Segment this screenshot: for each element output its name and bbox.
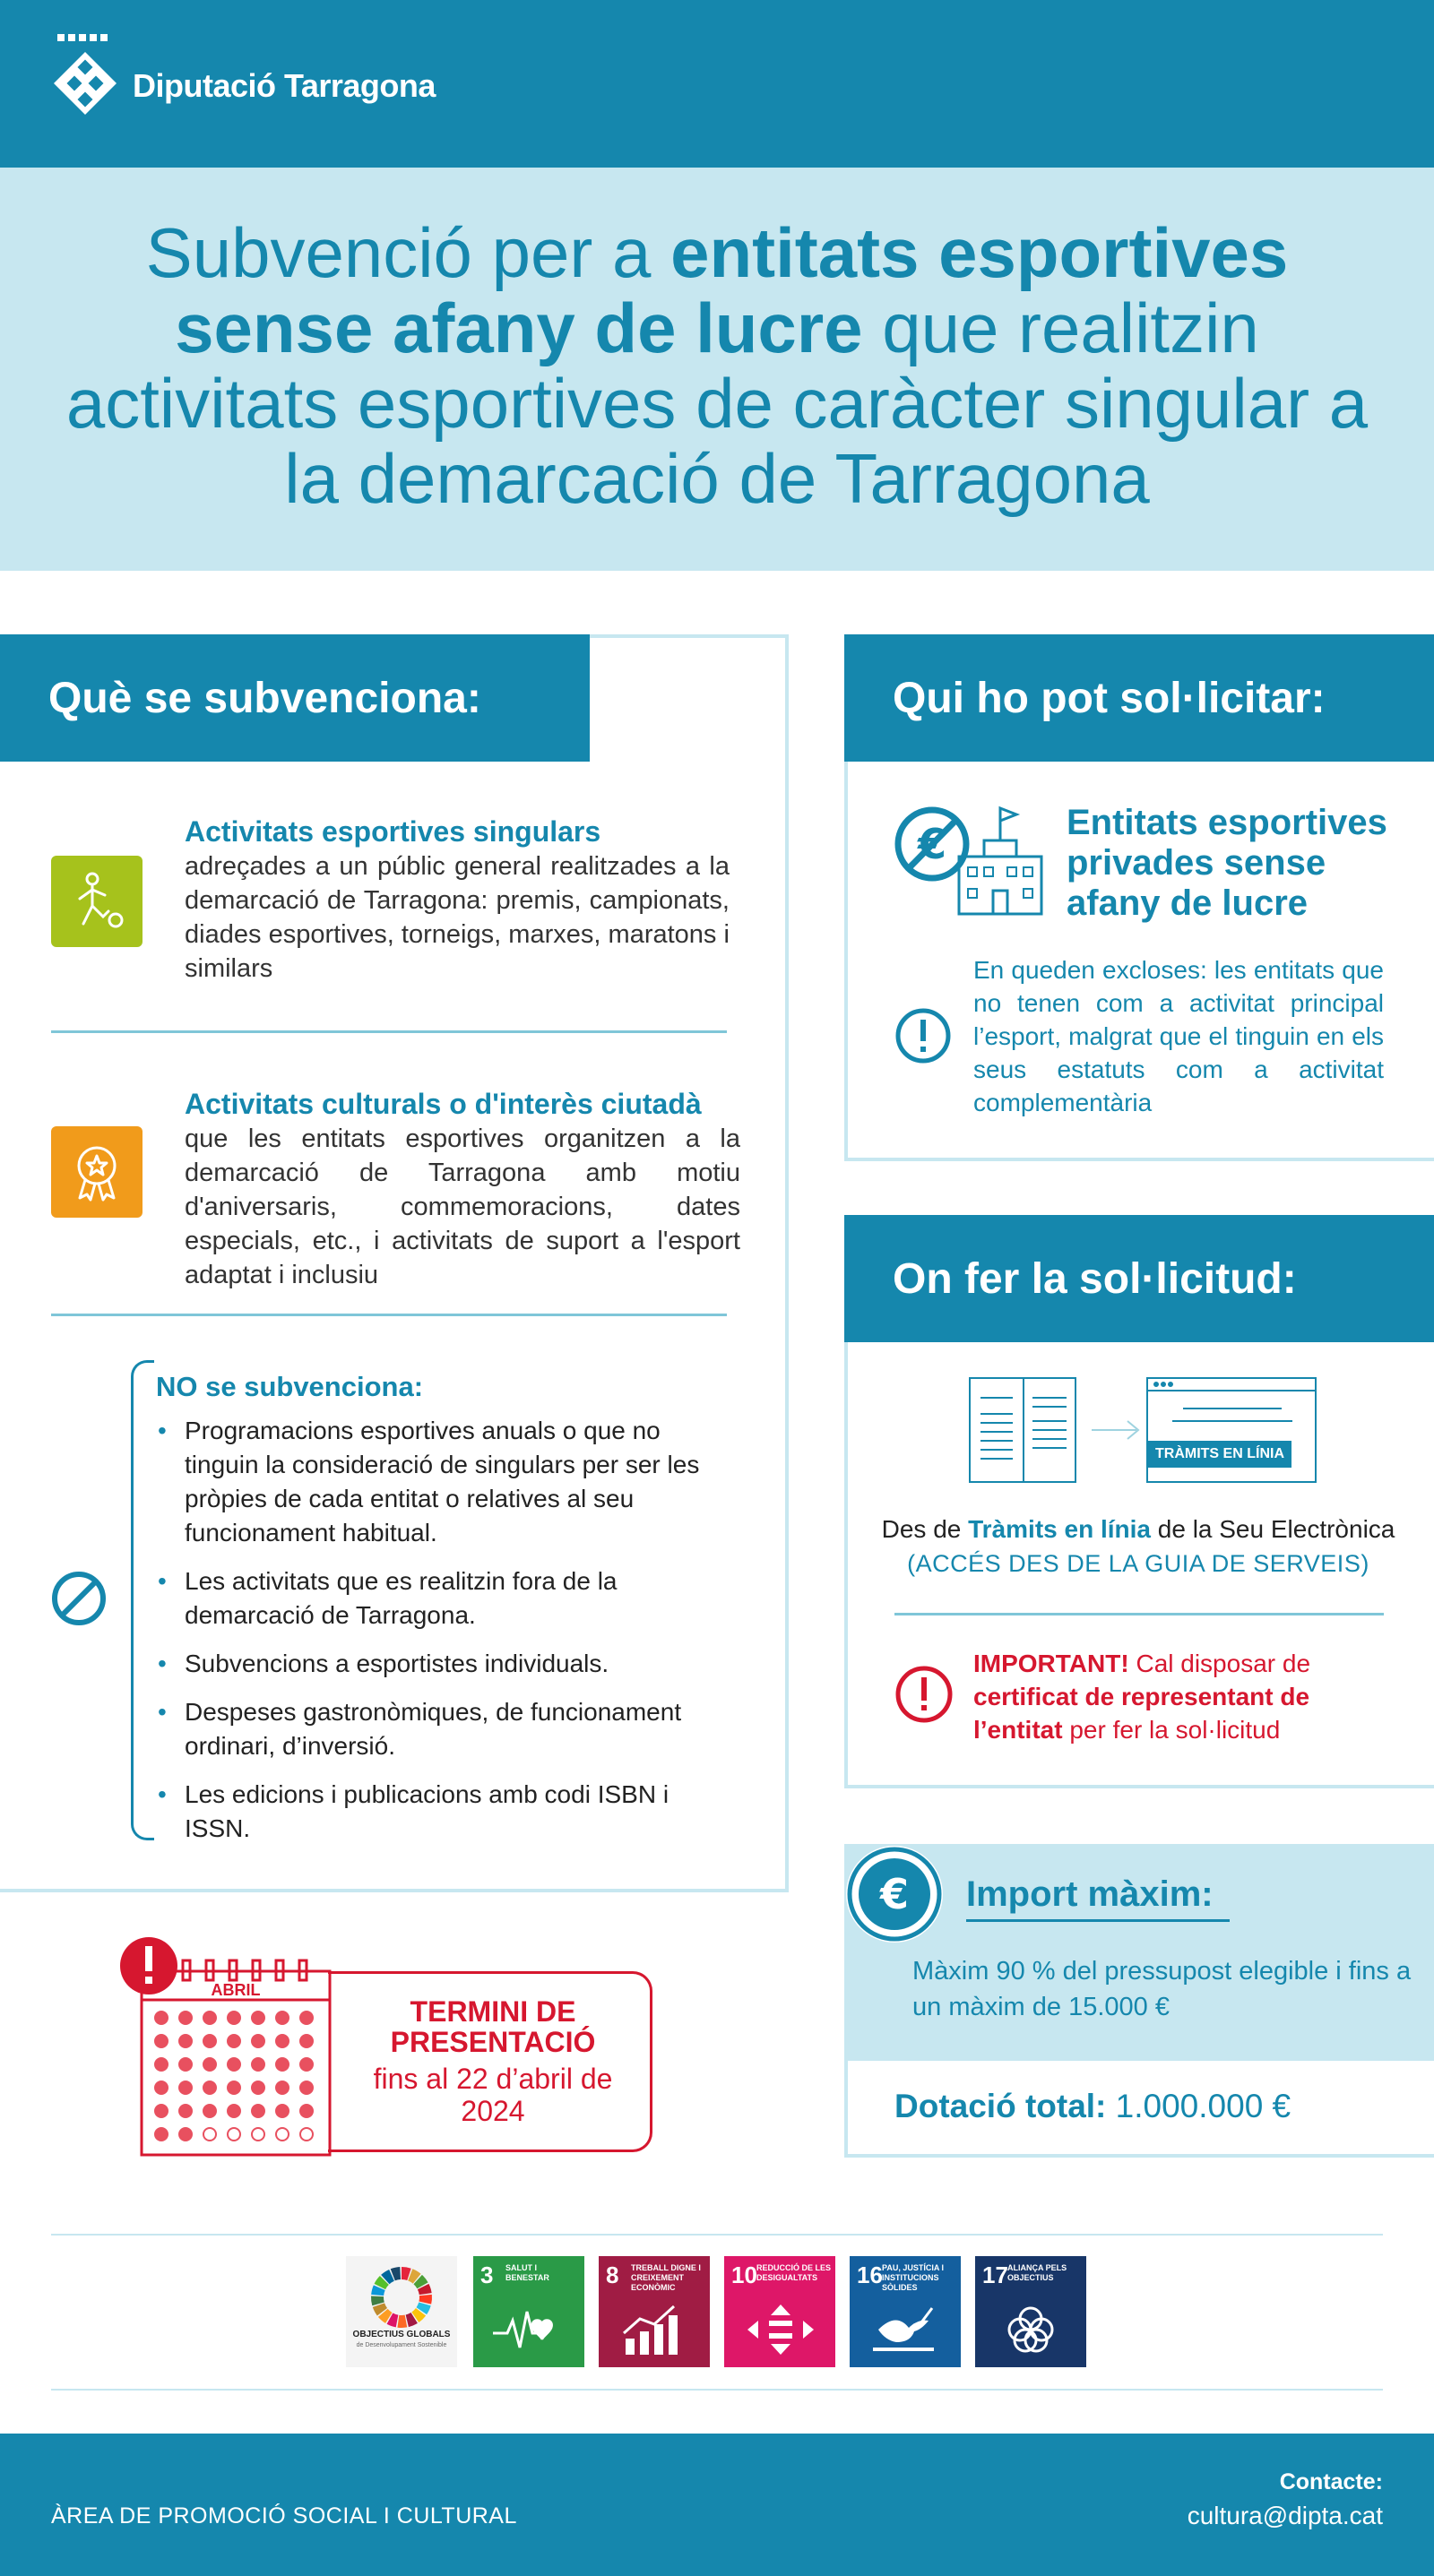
calendar-day-dot xyxy=(203,2012,216,2024)
calendar-month: ABRIL xyxy=(211,1981,261,1999)
alliance-icon xyxy=(995,2303,1067,2356)
list-item: • Les activitats que es realitzin fora de la demarcació de Tarragona. xyxy=(156,1564,730,1633)
calendar-day-dot xyxy=(179,2081,192,2094)
calendar-day-dot xyxy=(203,2058,216,2071)
sdg-3-badge: 3 SALUT I BENESTAR xyxy=(473,2256,584,2367)
calendar-day-dot xyxy=(228,2035,240,2047)
exclamation-icon xyxy=(894,1007,952,1064)
cultural-activities-heading: Activitats culturals o d'interès ciutadà xyxy=(185,1088,702,1120)
divider xyxy=(51,2389,1383,2391)
where-tab-title: On fer la sol·licitud: xyxy=(844,1215,1434,1342)
divider xyxy=(51,1030,727,1033)
calendar-day-dot xyxy=(155,2035,168,2047)
calendar-day-dot xyxy=(252,2081,264,2094)
online-form-illustration xyxy=(968,1371,1317,1487)
not-subsidized-list xyxy=(156,1414,730,1860)
sdg-8-badge: 8 TREBALL DIGNE I CREIXEMENT ECONÒMIC xyxy=(599,2256,710,2367)
divider xyxy=(51,2234,1383,2236)
calendar-day-dot xyxy=(276,2058,289,2071)
where-text: Des de Tràmits en línia de la Seu Electrònica xyxy=(881,1515,1395,1543)
calendar-day-dot xyxy=(276,2012,289,2024)
tramits-en-linia-button[interactable]: TRÀMITS EN LÍNIA xyxy=(1148,1441,1291,1468)
equality-icon xyxy=(744,2303,816,2356)
sdg-wheel-segment xyxy=(397,2315,407,2328)
calendar-day-dot xyxy=(228,2081,240,2094)
calendar-day-dot xyxy=(155,2081,168,2094)
termini-date: fins al 22 d’abril de 2024 xyxy=(373,2063,613,2127)
calendar-day-dot xyxy=(276,2105,289,2117)
calendar-day-dot xyxy=(203,2105,216,2117)
calendar-day-dot xyxy=(300,2128,313,2141)
calendar-day-dot xyxy=(300,2105,313,2117)
sdg-wheel-segment xyxy=(419,2295,432,2305)
calendar-day-dot xyxy=(300,2035,313,2047)
calendar-day-dot xyxy=(203,2128,216,2141)
page-title: Subvenció per a entitats esportives sense afany de lucre que realitzin activitats esportives de caràcter singular a la demarcació de Tarragona xyxy=(65,213,1369,518)
calendar-day-dot xyxy=(252,2105,264,2117)
svg-text:€: € xyxy=(917,820,947,868)
calendar-day-dot xyxy=(155,2128,168,2141)
calendar-day-dot xyxy=(228,2012,240,2024)
calendar-day-dot xyxy=(203,2035,216,2047)
calendar-day-dot xyxy=(276,2128,289,2141)
list-item: • Les edicions i publicacions amb codi ISBN i ISSN. xyxy=(156,1778,730,1846)
excluded-text: En queden excloses: les entitats que no tenen com a activitat principal l’esport, malgrat que el tinguin en els seus estatuts com a activitat complementària xyxy=(973,956,1384,1116)
calendar-day-dot xyxy=(228,2105,240,2117)
sdg-global-badge: OBJECTIUS GLOBALS de Desenvolupament Sostenible xyxy=(346,2256,457,2367)
calendar-day-dot xyxy=(252,2128,264,2141)
divider xyxy=(894,1613,1384,1615)
calendar-day-dot xyxy=(155,2105,168,2117)
svg-text:€: € xyxy=(879,1870,910,1918)
cultural-activities-text: que les entitats esportives organitzen a la demarcació de Tarragona amb motiu d'aniversaris, commemoracions, dates especials, etc., i activitats de suport a l'esport adaptat i inclusiu xyxy=(185,1124,740,1289)
list-item: • Despeses gastronòmiques, de funcionament ordinari, d’inversió. xyxy=(156,1695,730,1763)
calendar-day-dot xyxy=(179,2105,192,2117)
calendar-day-dot xyxy=(252,2012,264,2024)
calendar-day-dot xyxy=(252,2035,264,2047)
growth-chart-icon xyxy=(618,2303,690,2356)
who-heading: Entitats esportives privades sense afany de lucre xyxy=(1067,803,1387,923)
calendar-day-dot xyxy=(179,2128,192,2141)
brand-name: Diputació Tarragona xyxy=(133,67,436,104)
calendar-day-dot xyxy=(203,2081,216,2094)
non-profit-building-icon xyxy=(894,805,1047,918)
sport-activities-heading: Activitats esportives singulars xyxy=(185,815,601,848)
calendar-day-dot xyxy=(228,2058,240,2071)
calendar-day-dot xyxy=(179,2012,192,2024)
calendar-day-dot xyxy=(300,2058,313,2071)
what-tab-title: Què se subvenciona: xyxy=(0,634,590,762)
import-underline xyxy=(966,1919,1230,1922)
services-guide-link[interactable]: (ACCÉS DES DE LA GUIA DE SERVEIS) xyxy=(907,1550,1369,1577)
termini-heading: TERMINI DE PRESENTACIÓ xyxy=(390,1995,596,2058)
calendar-day-dot xyxy=(179,2035,192,2047)
calendar-day-dot xyxy=(155,2012,168,2024)
bracket-decoration xyxy=(131,1360,154,1840)
calendar-icon xyxy=(111,1935,341,2159)
import-text: Màxim 90 % del pressupost elegible i fins a un màxim de 15.000 € xyxy=(912,1957,1412,2021)
calendar-day-dot xyxy=(155,2058,168,2071)
calendar-day-dot xyxy=(276,2081,289,2094)
list-item: • Programacions esportives anuals o que no tinguin la consideració de singulars per ser les pròpies de cada entitat o relatives al seu funcionament habitual. xyxy=(156,1414,730,1550)
sdg-wheel-icon xyxy=(366,2262,437,2333)
euro-icon xyxy=(844,1844,945,1944)
sdg-17-badge: 17 ALIANÇA PELS OBJECTIUS xyxy=(975,2256,1086,2367)
prohibited-icon xyxy=(50,1570,108,1627)
list-item: • Subvencions a esportistes individuals. xyxy=(156,1647,730,1681)
calendar-day-dot xyxy=(300,2012,313,2024)
footer-area: ÀREA DE PROMOCIÓ SOCIAL I CULTURAL xyxy=(51,2503,517,2529)
divider xyxy=(51,1314,727,1316)
calendar-day-dot xyxy=(300,2081,313,2094)
sdg-10-badge: 10 REDUCCIÓ DE LES DESIGUALTATS xyxy=(724,2256,835,2367)
calendar-day-dot xyxy=(252,2058,264,2071)
contact-email-link[interactable]: cultura@dipta.cat xyxy=(1187,2502,1383,2529)
heartbeat-icon xyxy=(493,2303,565,2356)
sport-activities-text: adreçades a un públic general realitzades a la demarcació de Tarragona: premis, campionats, diades esportives, torneigs, marxes, maratons i similars xyxy=(185,852,730,983)
football-player-icon xyxy=(51,856,143,947)
contact-label: Contacte: xyxy=(1279,2469,1383,2494)
sdg-16-badge: 16 PAU, JUSTÍCIA I INSTITUCIONS SÒLIDES xyxy=(850,2256,961,2367)
calendar-day-dot xyxy=(276,2035,289,2047)
medal-icon xyxy=(51,1126,143,1218)
important-note: IMPORTANT! Cal disposar de certificat de representant de l’entitat per fer la sol·licitud xyxy=(973,1650,1311,1744)
calendar-day-dot xyxy=(228,2128,240,2141)
diputacio-logo-icon xyxy=(52,32,118,122)
who-tab-title: Qui ho pot sol·licitar: xyxy=(844,634,1434,762)
not-subsidized-heading: NO se subvenciona: xyxy=(156,1371,424,1402)
alert-exclamation-icon xyxy=(894,1665,954,1724)
dotacio-total: Dotació total: 1.000.000 € xyxy=(894,2088,1291,2124)
dove-icon xyxy=(869,2303,941,2356)
calendar-day-dot xyxy=(179,2058,192,2071)
import-heading: Import màxim: xyxy=(966,1874,1214,1914)
